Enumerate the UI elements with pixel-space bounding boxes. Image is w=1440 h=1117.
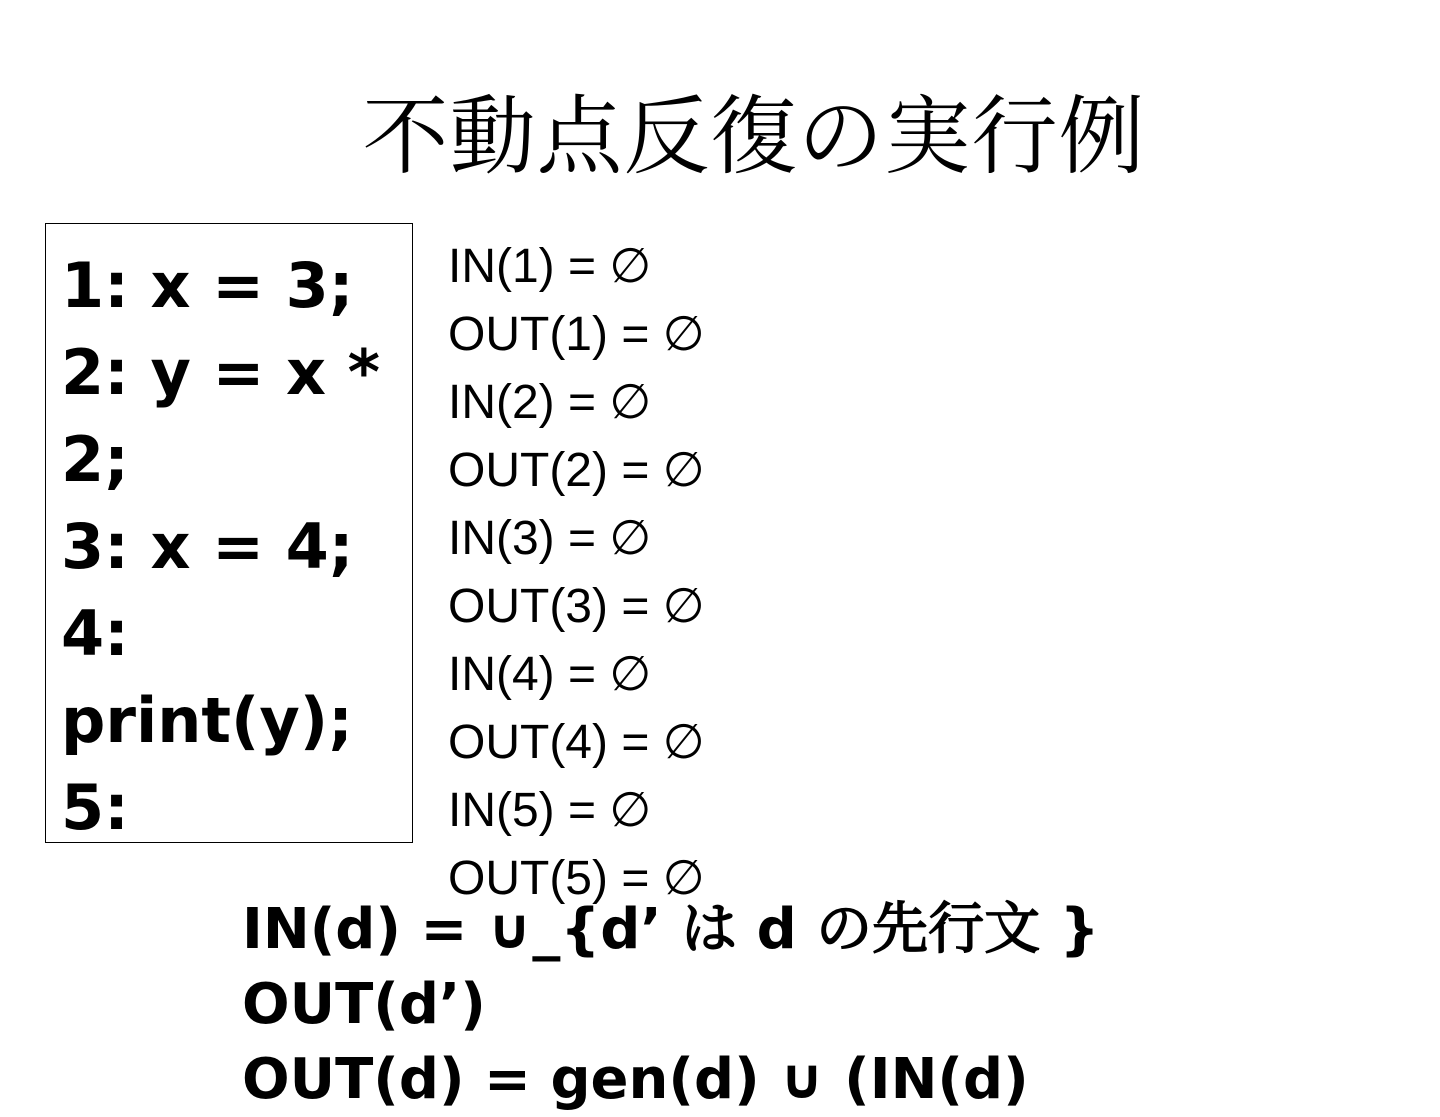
code-listing-box [45,223,413,843]
code-line: 4: [61,597,129,670]
set-entry: OUT(2) = ∅ [448,444,705,497]
set-entry: OUT(3) = ∅ [448,580,705,633]
equation-line: OUT(d) = gen(d) ∪ (IN(d) [242,1047,1029,1112]
set-entry: IN(4) = ∅ [448,648,652,701]
set-entry: IN(5) = ∅ [448,784,652,837]
dataflow-equations [242,892,1100,1117]
dataflow-sets-list [448,233,705,913]
code-line: 5: [61,771,129,844]
set-entry: OUT(4) = ∅ [448,716,705,769]
code-line: 1: x = 3; [61,249,354,322]
set-entry: IN(3) = ∅ [448,512,652,565]
set-entry: IN(2) = ∅ [448,376,652,429]
equation-line: OUT(d’) [242,972,486,1037]
code-line: 2: y = x * [61,336,381,409]
set-entry: OUT(1) = ∅ [448,308,705,361]
code-line: 3: x = 4; [61,510,354,583]
code-line: 2; [61,423,129,496]
set-entry: IN(1) = ∅ [448,240,652,293]
code-line: print(y); [61,684,353,757]
slide-title: 不動点反復の実行例 [362,87,1146,187]
set-entry: OUT(5) = ∅ [448,852,705,905]
equation-line: IN(d) = ∪_{d’ は d の先行文 } [242,897,1100,962]
